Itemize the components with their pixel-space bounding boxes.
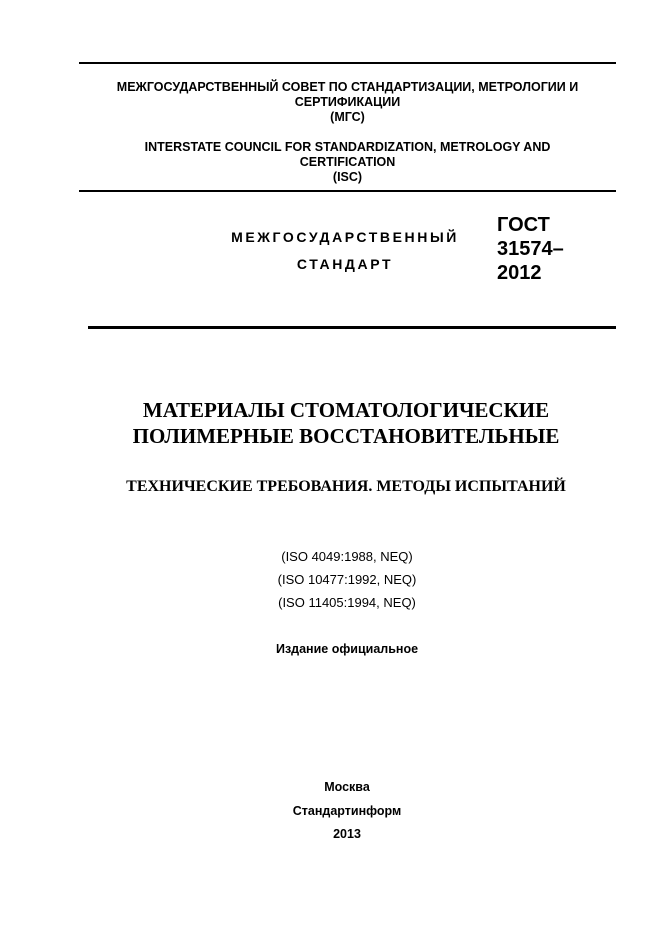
document-title-line1: МАТЕРИАЛЫ СТОМАТОЛОГИЧЕСКИЕ	[142, 398, 550, 422]
header-bottom-rule	[88, 326, 616, 329]
iso-ref: (ISO 11405:1994, NEQ)	[278, 595, 416, 610]
standard-designation	[497, 213, 564, 285]
council-ru-abbr: (МГС)	[330, 110, 365, 124]
middle-rule	[79, 190, 616, 192]
imprint-year: 2013	[333, 827, 361, 841]
council-ru-line1: МЕЖГОСУДАРСТВЕННЫЙ СОВЕТ ПО СТАНДАРТИЗАЦИИ, МЕТРОЛОГИИ И	[116, 80, 579, 94]
edition-label: Издание официальное	[275, 642, 419, 656]
document-subtitle: ТЕХНИЧЕСКИЕ ТРЕБОВАНИЯ. МЕТОДЫ ИСПЫТАНИЙ	[126, 478, 566, 495]
iso-ref: (ISO 10477:1992, NEQ)	[277, 572, 417, 587]
document-title-line2: ПОЛИМЕРНЫЕ ВОССТАНОВИТЕЛЬНЫЕ	[132, 424, 560, 448]
imprint-city: Москва	[324, 780, 370, 794]
designation-line2: 31574–	[497, 238, 564, 260]
council-en-line1: INTERSTATE COUNCIL FOR STANDARDIZATION, METROLOGY AND	[144, 140, 551, 154]
imprint-publisher: Стандартинформ	[292, 804, 402, 818]
council-en	[79, 140, 616, 185]
top-rule	[79, 62, 616, 64]
iso-ref: (ISO 4049:1988, NEQ)	[281, 549, 413, 564]
designation-line1: ГОСТ	[497, 214, 550, 236]
designation-line3: 2012	[497, 262, 542, 284]
council-en-line2: CERTIFICATION	[299, 155, 396, 169]
standard-type-line1: МЕЖГОСУДАРСТВЕННЫЙ	[231, 229, 459, 245]
council-en-abbr: (ISC)	[332, 170, 363, 184]
standard-type-line2: СТАНДАРТ	[296, 256, 394, 272]
iso-references	[200, 545, 494, 614]
council-ru-line2: СЕРТИФИКАЦИИ	[294, 95, 401, 109]
council-ru	[79, 80, 616, 125]
